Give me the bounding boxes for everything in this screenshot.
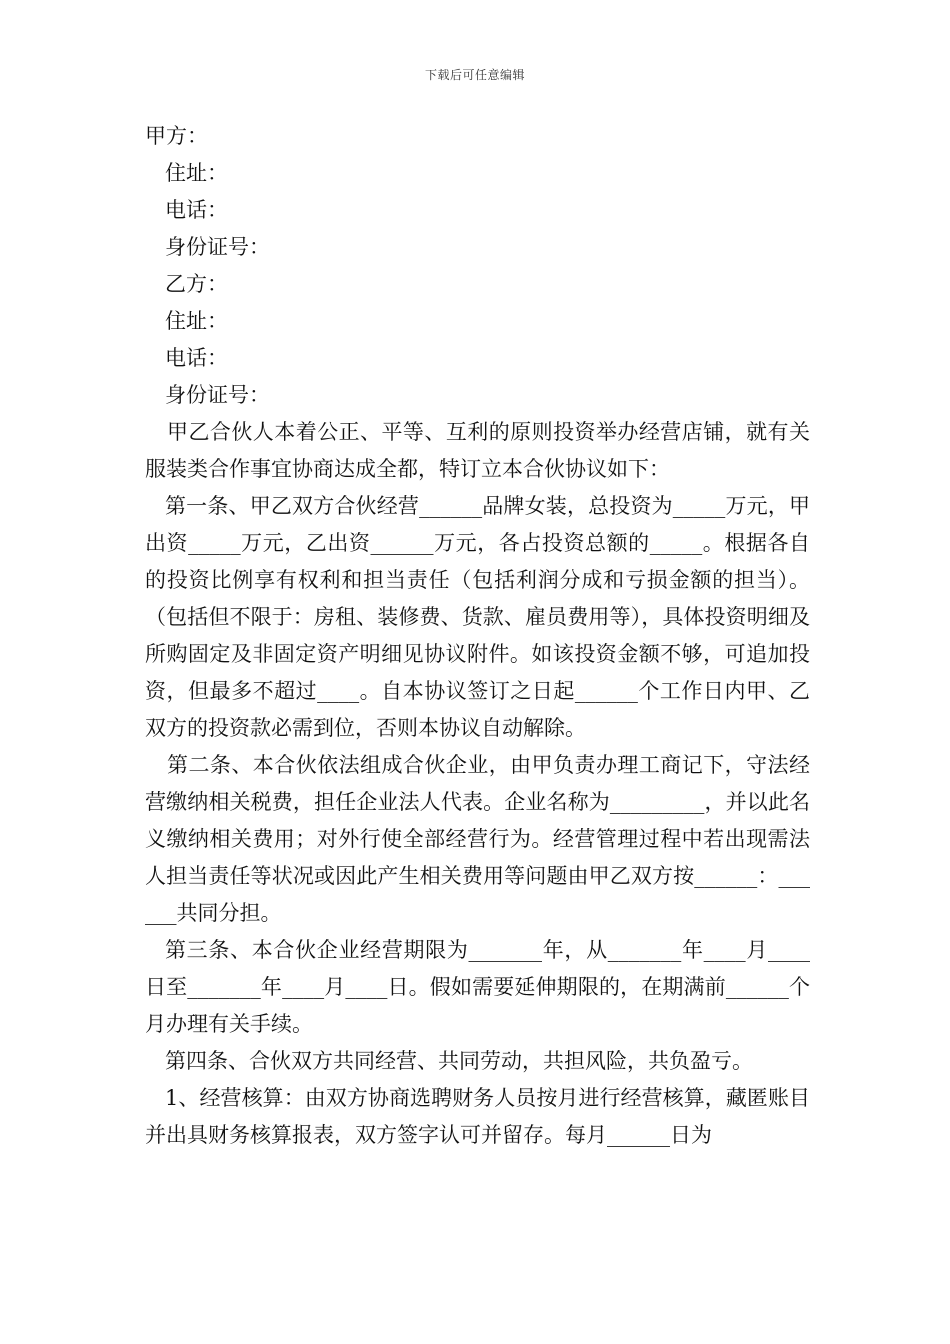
party-b-phone: 电话： <box>165 346 228 370</box>
intro-paragraph: 甲乙合伙人本着公正、平等、互利的原则投资举办经营店铺，就有关服装类合作事宜协商达成全都，特订立本合伙协议如下： <box>145 420 810 481</box>
party-a-address: 住址： <box>165 161 228 185</box>
item-1-accounting: 1、经营核算：由双方协商选聘财务人员按月进行经营核算，藏匿账目并出具财务核算报表，双方签字认可并留存。每月______日为 <box>145 1086 810 1147</box>
party-a-id: 身份证号： <box>165 235 270 259</box>
article-1: 第一条、甲乙双方合伙经营______品牌女装，总投资为_____万元，甲出资_____万元，乙出资______万元，各占投资总额的_____。根据各自的投资比例享有权利和担当责任（包括利润分成和亏损金额的担当）。（包括但不限于：房租、装修费、货款、雇员费用等），具体投资明细及所购固定及非固定资产明细见协议附件。如该投资金额不够，可追加投资，但最多不超过____。自本协议签订之日起______个工作日内甲、乙双方的投资款必需到位，否则本协议自动解除。 <box>145 494 810 740</box>
party-b-id: 身份证号： <box>165 383 270 407</box>
article-2: 第二条、本合伙依法组成合伙企业，由甲负责办理工商记下，守法经营缴纳相关税费，担任企业法人代表。企业名称为_________，并以此名义缴纳相关费用；对外行使全部经营行为。经营管理过程中若出现需法人担当责任等状况或因此产生相关费用等问题由甲乙双方按______：______共同分担。 <box>145 753 810 925</box>
article-3: 第三条、本合伙企业经营期限为_______年，从_______年____月____日至_______年____月____日。假如需要延伸期限的，在期满前______个月办理有关手续。 <box>145 938 810 1036</box>
contract-body <box>145 118 810 1154</box>
party-b-label: 乙方： <box>165 272 228 296</box>
header-note: 下载后可任意编辑 <box>424 68 525 82</box>
party-a-phone: 电话： <box>165 198 228 222</box>
party-a-label: 甲方： <box>145 124 208 148</box>
article-4: 第四条、合伙双方共同经营、共同劳动，共担风险，共负盈亏。 <box>165 1049 753 1073</box>
party-b-address: 住址： <box>165 309 228 333</box>
